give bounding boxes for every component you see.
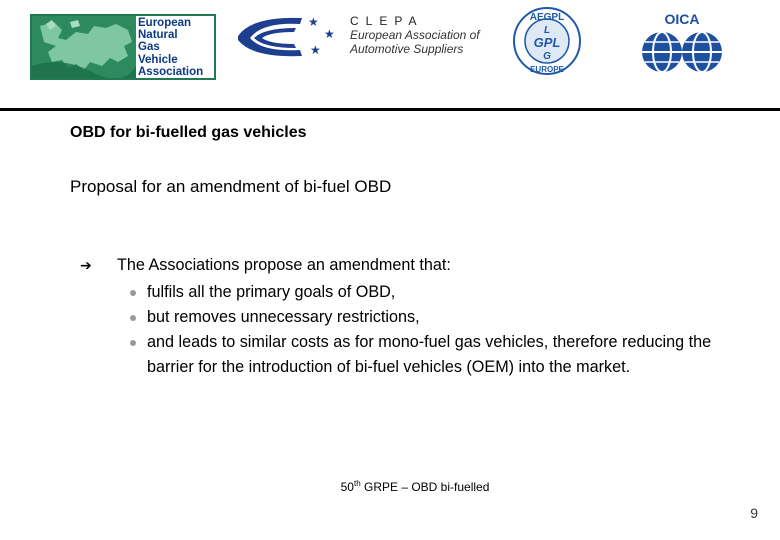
ngva-logo [30, 14, 216, 80]
bullet-dot-icon [130, 340, 136, 346]
arrow-bullet-icon: ➔ [80, 257, 92, 273]
globe-icon [682, 32, 722, 72]
ngva-line4: Vehicle [138, 53, 178, 66]
ngva-line5: Association [138, 65, 204, 78]
clepa-subtitle-1: European Association of [350, 28, 480, 42]
ngva-line1: European [138, 17, 192, 29]
aegpl-logo [512, 6, 582, 76]
list-item [130, 280, 750, 305]
oica-logo [636, 10, 728, 76]
svg-text:★: ★ [310, 43, 321, 57]
aegpl-center-3: G [543, 51, 551, 62]
list-item-text: but removes unnecessary restrictions, [147, 308, 420, 326]
bullet-list [130, 280, 750, 380]
slide-title: OBD for bi-fuelled gas vehicles [70, 124, 307, 141]
footer-superscript: th [353, 479, 361, 488]
list-item [130, 330, 750, 380]
clepa-title: CLEPA [350, 14, 424, 28]
list-item-text: fulfils all the primary goals of OBD, [147, 283, 396, 301]
bullet-dot-icon [130, 315, 136, 321]
list-item [130, 305, 750, 330]
aegpl-top-text: AEGPL [529, 12, 565, 23]
lead-text: The Associations propose an amendment that: [117, 256, 451, 274]
clepa-swoosh-icon [232, 10, 342, 64]
aegpl-center-2: GPL [533, 35, 561, 50]
svg-text:★: ★ [324, 27, 335, 41]
slide-subtitle: Proposal for an amendment of bi-fuel OBD [70, 177, 392, 196]
europe-map-icon [32, 16, 136, 78]
page-number: 9 [750, 505, 758, 521]
aegpl-bottom-text: EUROPE [530, 65, 564, 74]
globe-icon [642, 32, 682, 72]
ngva-line3: Gas [138, 41, 160, 54]
ngva-line2: Natural [138, 29, 178, 42]
header-divider [0, 108, 780, 111]
clepa-subtitle-2: Automotive Suppliers [350, 42, 464, 56]
aegpl-center-1: L [543, 25, 551, 36]
footer-number: 50 [340, 480, 354, 494]
footer-rest: GRPE – OBD bi-fuelled [360, 480, 490, 494]
oica-name: OICA [664, 11, 700, 27]
svg-text:★: ★ [308, 15, 319, 29]
clepa-logo-text [350, 14, 480, 56]
footer-text [0, 479, 780, 494]
bullet-dot-icon [130, 290, 136, 296]
list-item-text: and leads to similar costs as for mono-fuel gas vehicles, therefore reducing the barrier for the introduction of bi-fuel vehicles (OEM) into the market. [147, 333, 712, 376]
